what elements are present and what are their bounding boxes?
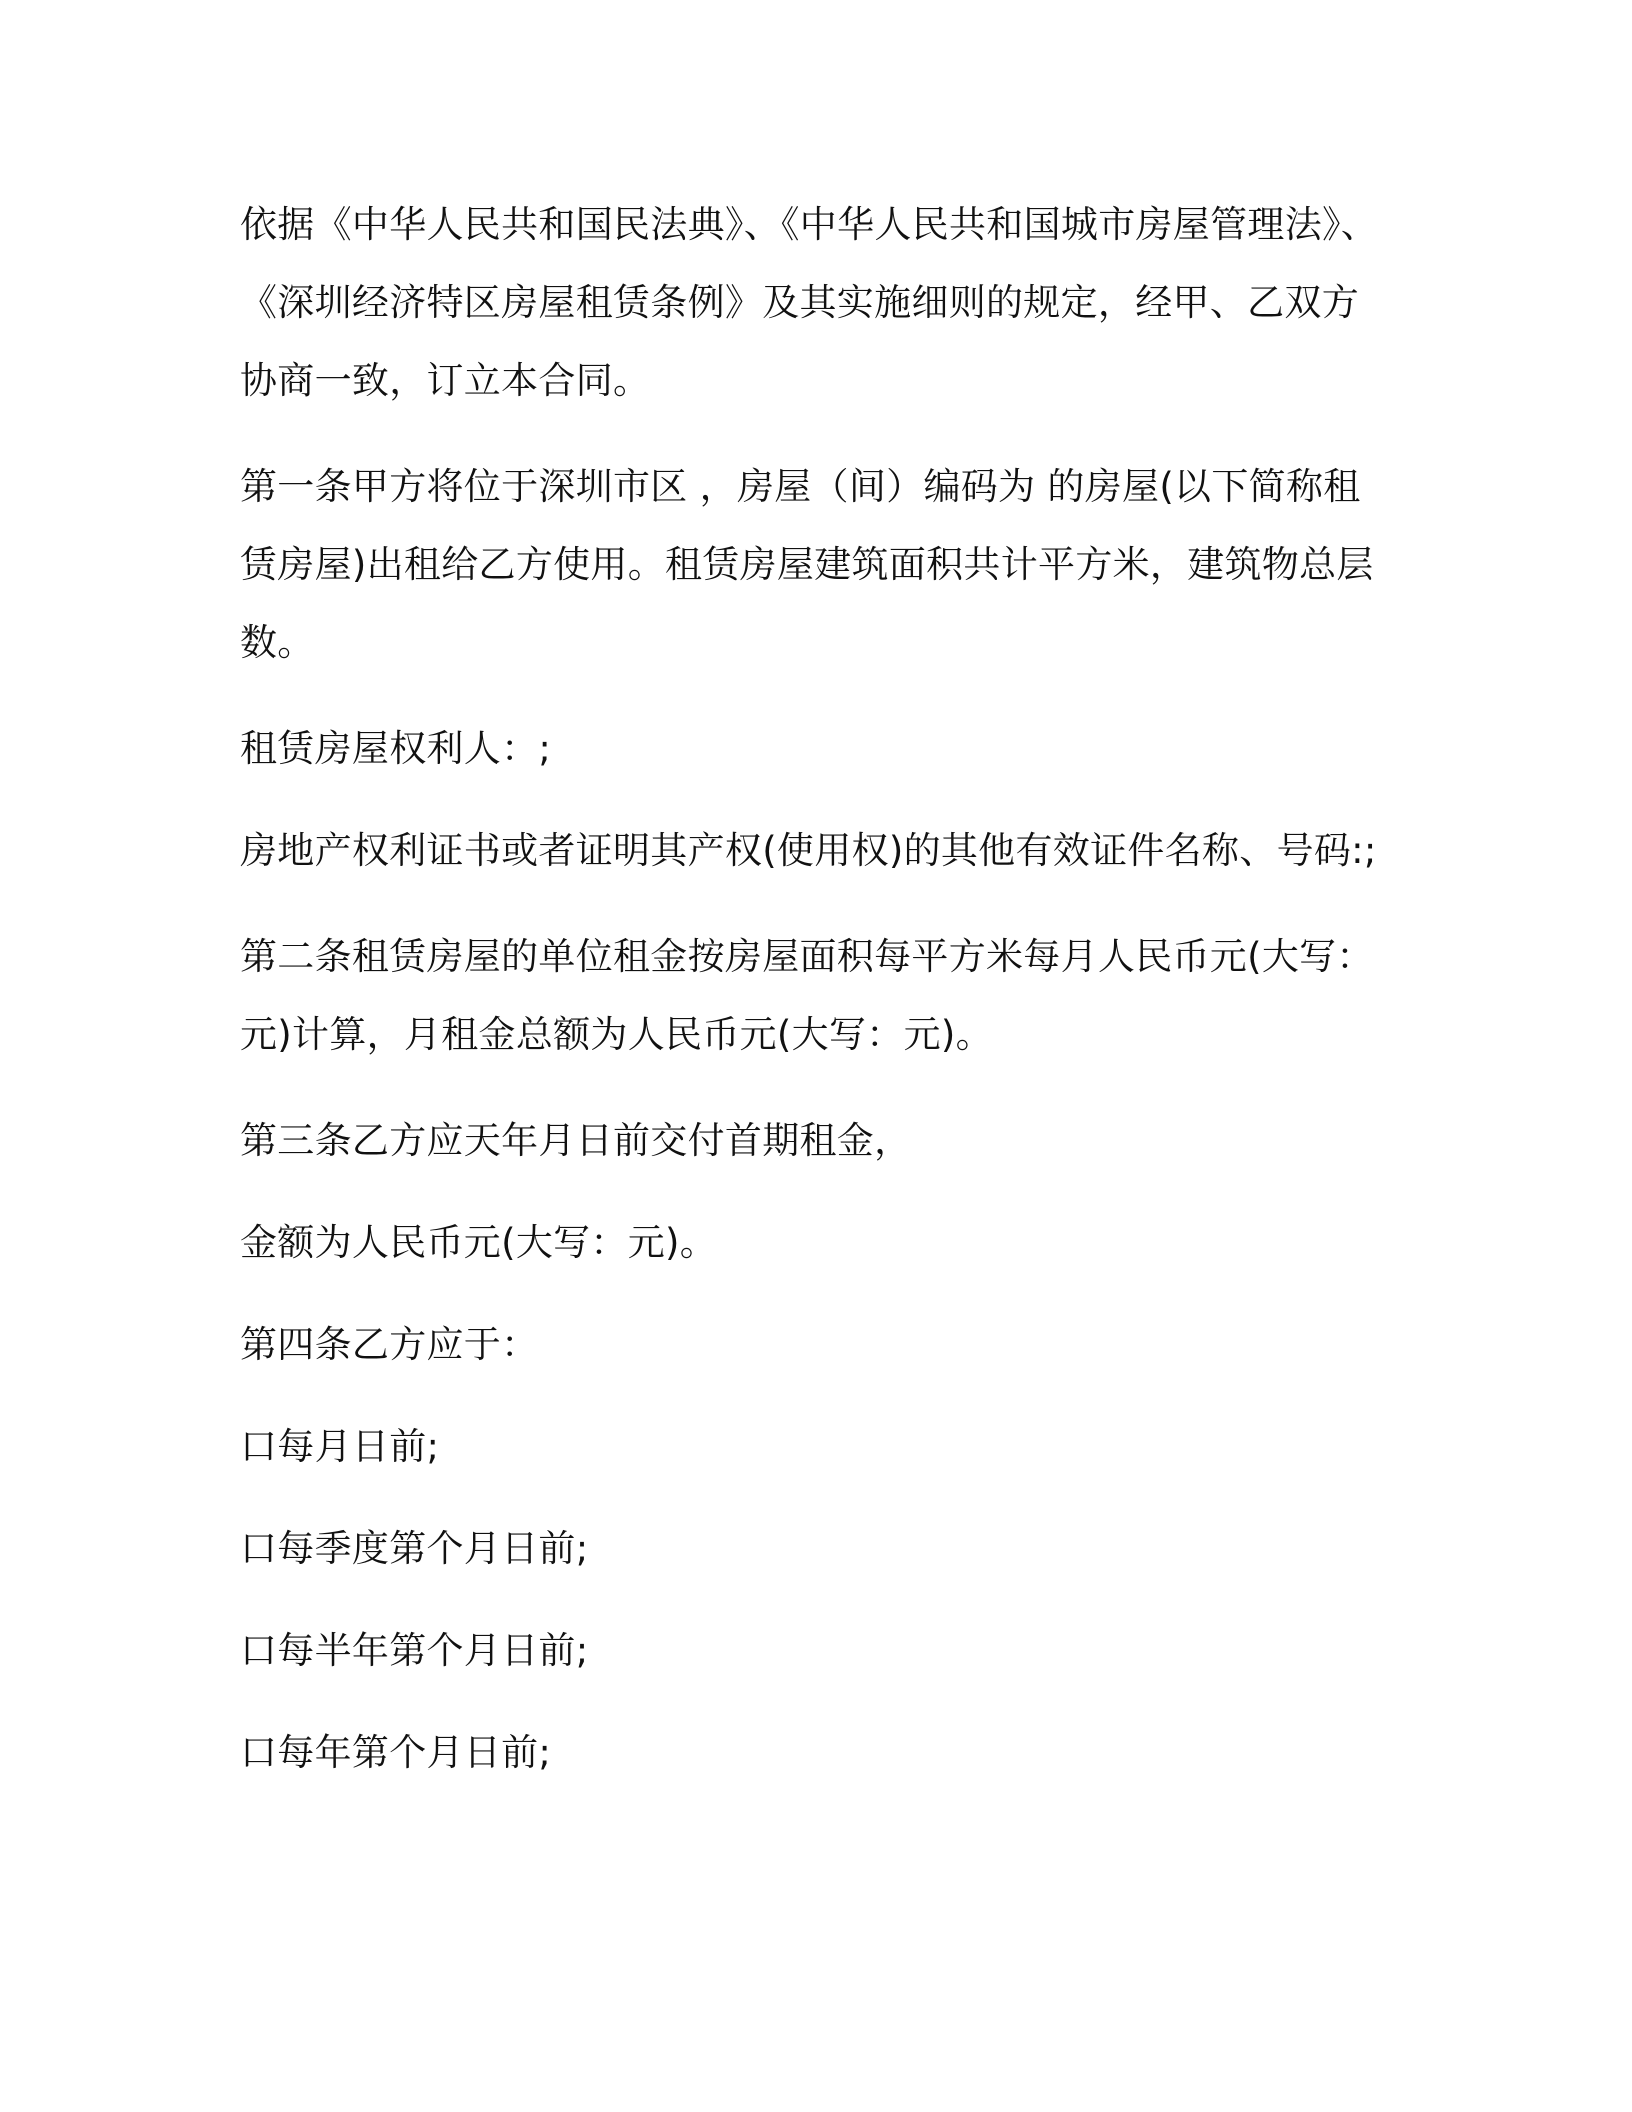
paragraph-certificate: 房地产权利证书或者证明其产权(使用权)的其他有效证件名称、号码:; bbox=[240, 829, 1377, 872]
paragraph-article-1: 第一条甲方将位于深圳市区 ，房屋（间）编码为 的房屋(以下简称租赁房屋)出租给乙方使用。租赁房屋建筑面积共计平方米，建筑物总层数。 bbox=[240, 465, 1374, 664]
paragraph-right-holder: 租赁房屋权利人：; bbox=[240, 727, 552, 770]
list-item-yearly: 口每年第个月日前; bbox=[240, 1731, 552, 1774]
paragraph-article-2: 第二条租赁房屋的单位租金按房屋面积每平方米每月人民币元(大写：元)计算，月租金总额为人民币元(大写：元)。 bbox=[240, 935, 1374, 1056]
paragraph-article-4: 第四条乙方应于： bbox=[240, 1323, 539, 1366]
list-item-quarterly: 口每季度第个月日前; bbox=[240, 1527, 589, 1570]
paragraph-article-3: 第三条乙方应天年月日前交付首期租金， bbox=[240, 1119, 912, 1162]
paragraph-first-payment: 金额为人民币元(大写：元)。 bbox=[240, 1221, 718, 1264]
document-body bbox=[240, 186, 1390, 1816]
list-item-half-yearly: 口每半年第个月日前; bbox=[240, 1629, 589, 1672]
list-item-monthly: 口每月日前; bbox=[240, 1425, 440, 1468]
paragraph-preamble: 依据《中华人民共和国民法典》、《中华人民共和国城市房屋管理法》、《深圳经济特区房屋租赁条例》及其实施细则的规定，经甲、乙双方协商一致，订立本合同。 bbox=[240, 203, 1379, 402]
